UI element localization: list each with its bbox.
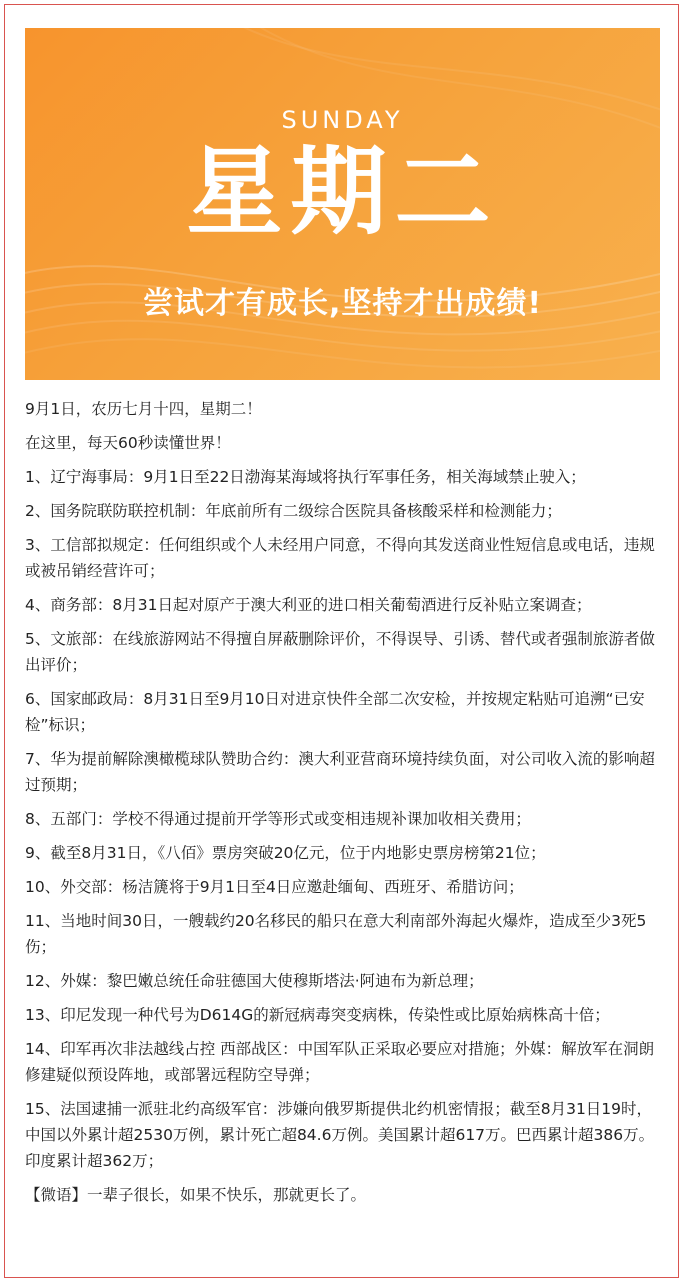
news-item: 12、外媒：黎巴嫩总统任命驻德国大使穆斯塔法·阿迪布为新总理；	[25, 972, 484, 990]
news-item: 6、国家邮政局：8月31日至9月10日对进京快件全部二次安检，并按规定粘贴可追溯“已安检”标识；	[25, 690, 645, 734]
news-item: 2、国务院联防联控机制：年底前所有二级综合医院具备核酸采样和检测能力；	[25, 502, 562, 520]
banner-motto: 尝试才有成长,坚持才出成绩!	[142, 286, 543, 321]
banner-weekday: 星期二	[186, 136, 499, 248]
news-item: 1、辽宁海事局：9月1日至22日渤海某海域将执行军事任务，相关海域禁止驶入；	[25, 468, 586, 486]
news-item: 3、工信部拟规定：任何组织或个人未经用户同意，不得向其发送商业性短信息或电话，违规或被吊销经营许可；	[25, 536, 655, 580]
news-item: 4、商务部：8月31日起对原产于澳大利亚的进口相关葡萄酒进行反补贴立案调查；	[25, 596, 592, 614]
header-banner	[25, 28, 660, 380]
news-item: 8、五部门：学校不得通过提前开学等形式或变相违规补课加收相关费用；	[25, 810, 531, 828]
news-item: 7、华为提前解除澳橄榄球队赞助合约：澳大利亚营商环境持续负面，对公司收入流的影响超过预期；	[25, 750, 655, 794]
date-line: 9月1日，农历七月十四，星期二！	[25, 400, 262, 418]
news-item: 14、印军再次非法越线占控 西部战区：中国军队正采取必要应对措施；外媒：解放军在洞朗修建疑似预设阵地，或部署远程防空导弹；	[25, 1040, 655, 1084]
news-item: 9、截至8月31日，《八佰》票房突破20亿元，位于内地影史票房榜第21位；	[25, 844, 546, 862]
news-item: 5、文旅部：在线旅游网站不得擅自屏蔽删除评价，不得误导、引诱、替代或者强制旅游者做出评价；	[25, 630, 655, 674]
tagline: 在这里，每天60秒读懂世界！	[25, 434, 231, 452]
news-item: 13、印尼发现一种代号为D614G的新冠病毒突变病株，传染性或比原始病株高十倍；	[25, 1006, 610, 1024]
daily-quote: 【微语】一辈子很长，如果不快乐，那就更长了。	[25, 1186, 367, 1204]
banner-label: SUNDAY	[281, 106, 404, 134]
news-item: 11、当地时间30日，一艘载约20名移民的船只在意大利南部外海起火爆炸，造成至少3死5伤；	[25, 912, 647, 956]
news-item: 15、法国逮捕一派驻北约高级军官：涉嫌向俄罗斯提供北约机密情报；截至8月31日19时，中国以外累计超2530万例，累计死亡超84.6万例。美国累计超617万。巴西累计超386万。印度累计超362万；	[25, 1100, 655, 1170]
article-body	[25, 396, 665, 1216]
news-item: 10、外交部：杨洁篪将于9月1日至4日应邀赴缅甸、西班牙、希腊访问；	[25, 878, 524, 896]
